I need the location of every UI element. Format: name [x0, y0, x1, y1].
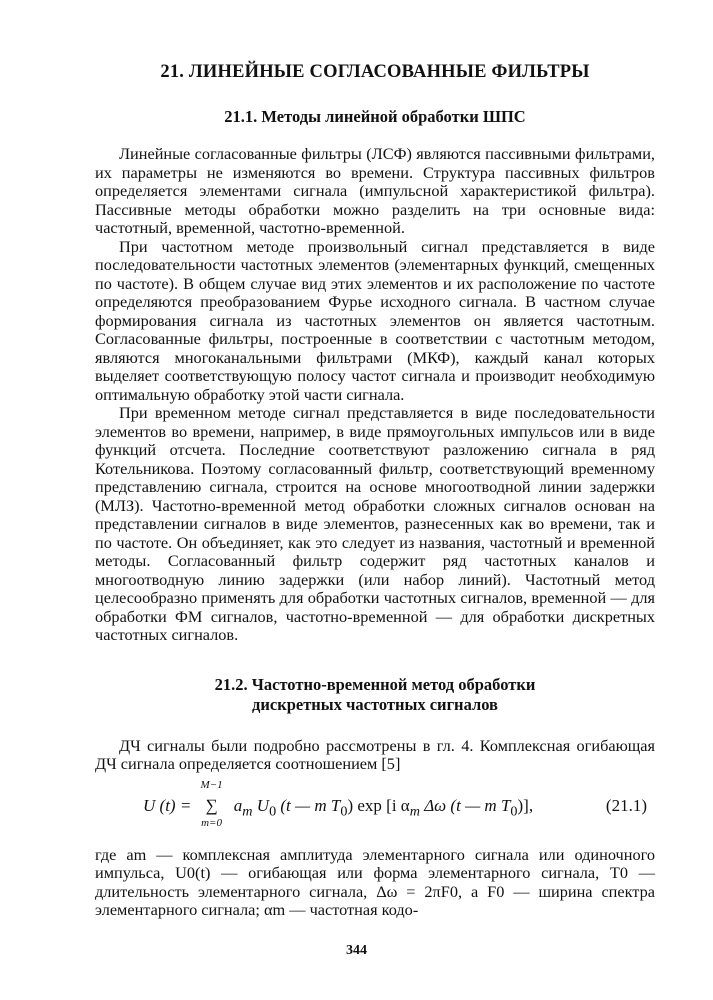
- exp-part: exp [i α: [357, 795, 410, 815]
- amplitude-symbol: a: [233, 795, 243, 815]
- amplitude-index: m: [242, 802, 253, 819]
- section-2-after-equation: где am — комплексная амплитуда элементарного сигнала или одиночного импульса, U0(t) — огибающая или форма элементарного сигнала, T0 — длительность элементарного сигнала, Δω = 2πF0, а F0 — ширина спектра элементарного сигнала; αm — частотная кодо-: [95, 844, 655, 919]
- envelope-argument-end: ): [347, 795, 354, 815]
- section-1-paragraph-3: При временном методе сигнал представляется в виде последовательности элементов во времени, например, в виде прямоугольных импульсов или в виде функций отсчета. Последние соответствуют разложению сигнала в ряд Котельникова. Поэтому согласованный фильтр, соответствующий временному представлению сигнала, строится на основе многоотводной линии задержки (МЛЗ). Частотно-временной метод обработки сложных сигналов основан на представлении сигналов в виде элементов, разнесенных как во времени, так и по частоте. Он объединяет, как это следует из названия, частотный и временной методы. Согласованный фильтр содержит ряд частотных каналов и многоотводную линию задержки (или набор линий). Частотный метод целесообразно применять для обработки частотных сигналов, временной — для обработки ФМ сигналов, частотно-временной — для обработки дискретных частотных сигналов.: [95, 403, 655, 644]
- exp-rest: Δω (t — m T: [424, 795, 511, 815]
- summation: [198, 778, 226, 829]
- envelope-symbol: U: [256, 795, 270, 815]
- section-2-intro: ДЧ сигналы были подробно рассмотрены в гл. 4. Комплексная огибающая ДЧ сигнала определяется соотношением [5]: [95, 735, 655, 773]
- equation-lhs: U (t) =: [143, 795, 192, 815]
- exp-index: m: [409, 802, 420, 819]
- sum-lower-limit: m=0: [201, 816, 222, 829]
- sum-upper-limit: M−1: [200, 778, 223, 791]
- envelope-argument-index: 0: [340, 802, 348, 819]
- exp-end: )],: [517, 795, 534, 815]
- section-1-title: 21.1. Методы линейной обработки ШПС: [224, 107, 526, 126]
- equation-number: (21.1): [605, 795, 647, 815]
- page-number: 344: [346, 943, 367, 958]
- exp-rest-index: 0: [510, 802, 518, 819]
- section-2-title-line-1: 21.2. Частотно-временной метод обработки: [214, 674, 536, 694]
- envelope-index: 0: [269, 802, 277, 819]
- chapter-title: 21. ЛИНЕЙНЫЕ СОГЛАСОВАННЫЕ ФИЛЬТРЫ: [160, 62, 590, 82]
- section-2-title: [95, 675, 655, 715]
- page-content: [95, 62, 655, 920]
- section-1-paragraph-1: Линейные согласованные фильтры (ЛСФ) являются пассивными фильтрами, их параметры не изменяются во времени. Структура пассивных фильтров определяется элементами сигнала (импульсной характеристикой фильтра). Пассивные методы обработки можно разделить на три основные вида: частотный, временной, частотно-временной.: [95, 144, 655, 237]
- equation-body: [143, 778, 534, 829]
- equation-21-1: [95, 780, 655, 840]
- section-2-title-line-2: дискретных частотных сигналов: [252, 694, 498, 714]
- envelope-argument: (t — m T: [280, 795, 341, 815]
- sum-sign: ∑: [205, 795, 218, 815]
- section-1-paragraph-2: При частотном методе произвольный сигнал представляется в виде последовательности частотных элементов (элементарных функций, смещенных по частоте). В общем случае вид этих элементов и их расположение по частоте определяются преобразованием Фурье исходного сигнала. В частном случае формирования сигнала из частотных элементов он является частотным. Согласованные фильтры, построенные в соответствии с частотным методом, являются многоканальными фильтрами (МКФ), каждый канал которых выделяет соответствующую полосу частот сигнала и производит необходимую оптимальную обработку этой части сигнала.: [95, 236, 655, 404]
